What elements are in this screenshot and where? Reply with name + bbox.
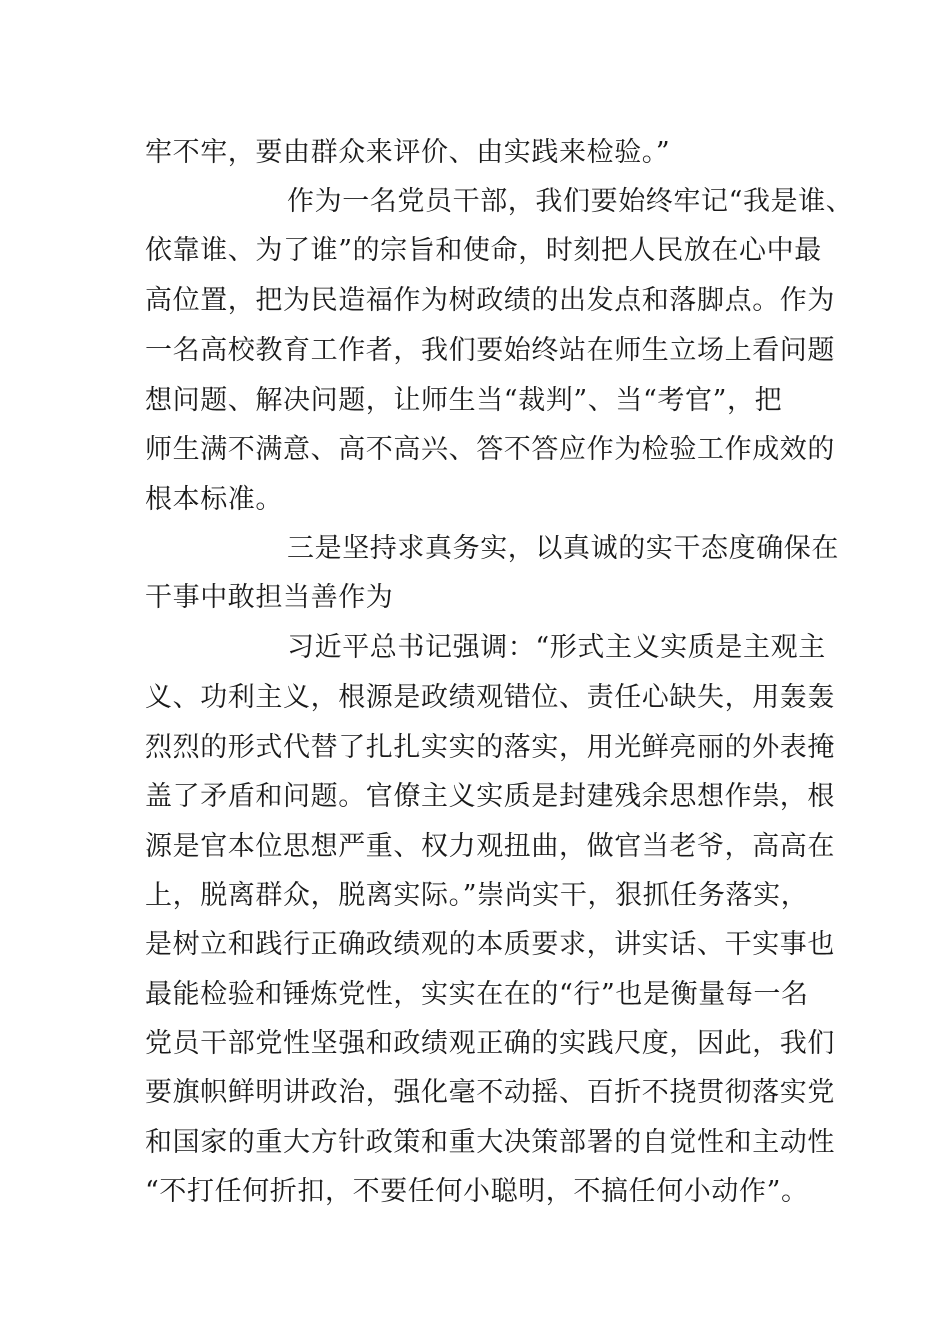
text-line: “不打任何折扣，不要任何小聪明，不搞任何小动作”。 — [145, 1176, 809, 1207]
text-line: 源是官本位思想严重、权力观扭曲，做官当老爷，高高在 — [145, 831, 835, 862]
text-line: 想问题、解决问题，让师生当“裁判”、当“考官”，把 — [145, 385, 783, 416]
text-line: 要旗帜鲜明讲政治，强化毫不动摇、百折不挠贯彻落实党 — [145, 1077, 835, 1108]
text-line: 一名高校教育工作者，我们要始终站在师生立场上看问题 — [145, 335, 835, 366]
text-line: 烈烈的形式代替了扎扎实实的落实，用光鲜亮丽的外表掩 — [145, 732, 835, 763]
text-line: 党员干部党性坚强和政绩观正确的实践尺度，因此，我们 — [145, 1028, 835, 1059]
text-line: 上，脱离群众，脱离实际。”崇尚实干，狠抓任务落实， — [145, 880, 809, 911]
text-line: 和国家的重大方针政策和重大决策部署的自觉性和主动性 — [145, 1127, 835, 1158]
paragraph-start-line: 习近平总书记强调：“形式主义实质是主观主 — [287, 632, 826, 663]
text-line: 最能检验和锤炼党性，实实在在的“行”也是衡量每一名 — [145, 979, 809, 1010]
text-line: 师生满不满意、高不高兴、答不答应作为检验工作成效的 — [145, 434, 835, 465]
section-heading-line: 三是坚持求真务实，以真诚的实干态度确保在 — [287, 533, 839, 564]
text-line: 盖了矛盾和问题。官僚主义实质是封建残余思想作祟，根 — [145, 781, 835, 812]
text-line: 高位置，把为民造福作为树政绩的出发点和落脚点。作为 — [145, 285, 835, 316]
text-line: 依靠谁、为了谁”的宗旨和使命，时刻把人民放在心中最 — [145, 235, 822, 266]
section-heading-line: 干事中敢担当善作为 — [145, 582, 394, 613]
text-line: 牢不牢，要由群众来评价、由实践来检验。” — [145, 137, 671, 168]
text-line: 义、功利主义，根源是政绩观错位、责任心缺失，用轰轰 — [145, 682, 835, 713]
text-line: 是树立和践行正确政绩观的本质要求，讲实话、干实事也 — [145, 929, 835, 960]
text-line: 根本标准。 — [145, 484, 283, 515]
paragraph-start-line: 作为一名党员干部，我们要始终牢记“我是谁、 — [287, 186, 854, 217]
